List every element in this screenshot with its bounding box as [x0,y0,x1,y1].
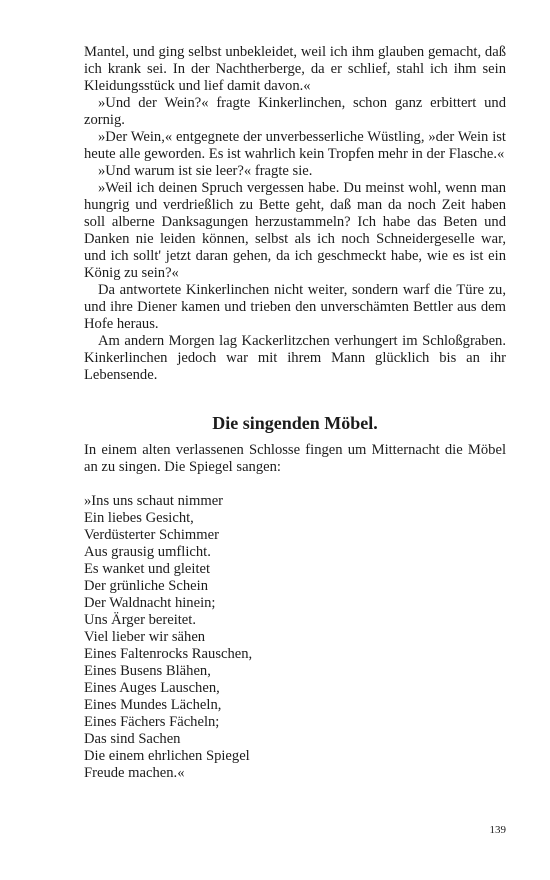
story-title: Die singenden Möbel. [212,413,378,433]
intro-paragraph: In einem alten verlassenen Schlosse fingen um Mitternacht die Möbel an zu singen. Die Spiegel sangen: [84,442,506,475]
poem-line: Eines Busens Blähen, [84,663,211,679]
poem-line: Die einem ehrlichen Spiegel [84,748,250,764]
poem-line: Es wanket und gleitet [84,561,211,577]
poem-line: Eines Mundes Lächeln, [84,697,222,713]
poem-line: Das sind Sachen [84,731,181,747]
poem-line: Viel lieber wir sähen [84,629,206,645]
poem-line: Eines Faltenrocks Rauschen, [84,646,253,662]
poem-line: Verdüsterter Schimmer [84,527,219,543]
poem-line: Der Waldnacht hinein; [84,595,216,611]
paragraph: Am andern Morgen lag Kackerlitzchen verhungert im Schloßgraben. Kinkerlinchen jedoch war mit ihrem Mann glücklich bis an ihr Lebensende. [84,333,506,383]
page-number: 139 [489,824,506,836]
poem-line: Ein liebes Gesicht, [84,510,194,526]
poem-line: »Ins uns schaut nimmer [84,493,224,509]
paragraph: »Weil ich deinen Spruch vergessen habe. Du meinst wohl, wenn man hungrig und verdrießlich zu Bette geht, daß man da noch Zeit haben soll alberne Danksagungen herzustammeln? Ich habe das Beten und Danken nie leiden können, selbst als ich noch Schneidergeselle war, und ich sollt' jetzt daran gehen, da ich geschmeckt habe, wie es ist ein König zu sein?« [84,180,506,281]
poem-line: Aus grausig umflicht. [84,544,211,560]
paragraph: Da antwortete Kinkerlinchen nicht weiter, sondern warf die Türe zu, und ihre Diener kamen und trieben den unverschämten Bettler aus dem Hofe heraus. [84,282,506,332]
poem [84,476,506,782]
paragraph: »Und der Wein?« fragte Kinkerlinchen, schon ganz erbittert und zornig. [84,95,506,128]
poem-line: Der grünliche Schein [84,578,209,594]
poem-line: Eines Auges Lauschen, [84,680,220,696]
poem-line: Eines Fächers Fächeln; [84,714,220,730]
paragraph: »Der Wein,« entgegnete der unverbesserliche Wüstling, »der Wein ist heute alle geworden. Es ist wahrlich kein Tropfen mehr in der Flasche.« [84,129,506,162]
paragraph: Mantel, und ging selbst unbekleidet, weil ich ihm glauben gemacht, daß ich krank sei. In der Nachtherberge, da er schlief, stahl ich ihm sein Kleidungsstück und lief damit davon.« [84,44,506,94]
paragraph: »Und warum ist sie leer?« fragte sie. [98,163,313,179]
poem-line: Uns Ärger bereitet. [84,612,196,628]
poem-line: Freude machen.« [84,765,185,781]
page-body [84,44,506,782]
